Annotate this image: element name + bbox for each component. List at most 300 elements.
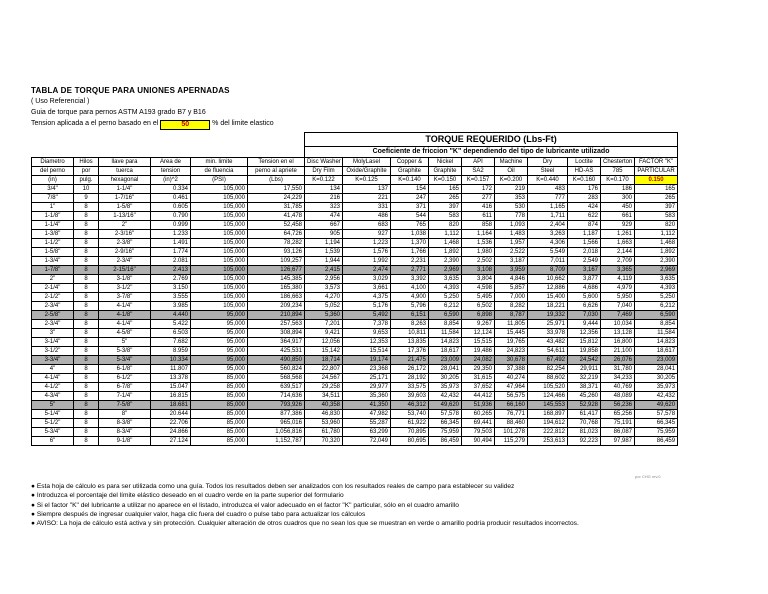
table-cell: 97,987 [601,437,635,446]
table-cell: 80,695 [391,437,429,446]
table-cell: 3.150 [151,284,191,293]
table-cell: 10.334 [151,356,191,365]
table-cell: 186 [601,185,635,194]
table-cell: 1,038 [391,230,429,239]
table-cell: 15,142 [305,347,343,356]
table-cell: 4,393 [635,284,678,293]
note-item [31,491,579,500]
table-cell: 4,598 [462,284,495,293]
table-cell: 8.959 [151,347,191,356]
column-header-cell: PARTICULAR [635,167,678,176]
table-cell: 778 [495,212,528,221]
table-cell: 30,678 [495,356,528,365]
table-cell: 2,415 [305,266,343,275]
table-cell: 568,568 [248,374,305,383]
table-cell: 5-1/4" [32,410,74,419]
table-cell: 1,112 [635,230,678,239]
table-cell: 37,652 [462,383,495,392]
table-row [32,338,678,347]
table-cell: 12,353 [343,338,391,347]
table-cell: 126,677 [248,266,305,275]
table-row [32,194,678,203]
table-cell: 105,000 [191,275,248,284]
table-cell: 8 [74,293,99,302]
table-cell: 793,926 [248,401,305,410]
table-row [32,257,678,266]
table-cell: 85,000 [191,383,248,392]
table-cell: 877,386 [248,410,305,419]
table-cell: 4" [32,365,74,374]
table-cell: 583 [635,212,678,221]
table-cell: 22,807 [305,365,343,374]
table-cell: 0.999 [151,221,191,230]
table-cell: 820 [635,221,678,230]
table-row [32,185,678,194]
table-cell: 41,350 [343,401,391,410]
column-header-cell: de fluencia [191,167,248,176]
table-cell: 12,886 [528,284,568,293]
table-cell: 2-9/16" [99,248,151,257]
table-cell: 35,360 [343,392,391,401]
table-cell: 1-5/8" [32,248,74,257]
table-cell: 1-13/16" [99,212,151,221]
table-cell: 61,780 [305,428,343,437]
table-cell: 6,212 [635,302,678,311]
table-cell: 75,959 [635,428,678,437]
table-cell: 1,261 [601,230,635,239]
column-header-row [32,176,678,185]
table-cell: 3,167 [568,266,601,275]
table-cell: 1.774 [151,248,191,257]
table-cell: 168,897 [528,410,568,419]
table-row [32,302,678,311]
table-cell: 7,378 [343,320,391,329]
table-cell: 3/4" [32,185,74,194]
table-cell: 66,345 [635,419,678,428]
table-cell: 70,768 [568,419,601,428]
table-cell: 4,900 [391,293,429,302]
table-cell: 24,823 [495,347,528,356]
table-cell: 24,542 [568,356,601,365]
table-cell: 54,611 [528,347,568,356]
bullet-icon: ● [31,501,37,509]
table-cell: 18,221 [528,302,568,311]
table-cell: 52,928 [568,401,601,410]
table-cell: 19,765 [495,338,528,347]
table-cell: 2-5/8" [32,311,74,320]
table-cell: 1,957 [495,239,528,248]
column-header-cell: Tension en el [248,158,305,167]
table-cell: 57,578 [635,410,678,419]
table-cell: 1,663 [601,239,635,248]
table-cell: 331 [343,203,391,212]
table-cell: 6,590 [635,311,678,320]
table-cell: 34,233 [601,374,635,383]
column-header-cell: tuerca [99,167,151,176]
column-header-cell: Copper & [391,158,429,167]
table-cell: 23,009 [429,356,462,365]
table-cell: 3,187 [495,257,528,266]
table-cell: 2,144 [601,248,635,257]
note-text: Siempre después de ingresar cualquier valor, haga clic fuera del cuadro o pulse tabo para actualizar los cálculos [36,510,366,518]
table-cell: 0.334 [151,185,191,194]
table-cell: 8 [74,248,99,257]
table-cell: 210,894 [248,311,305,320]
table-cell: 6-7/8" [99,383,151,392]
table-cell: 2-15/16" [99,266,151,275]
column-header-cell: Steel [528,167,568,176]
table-cell: 4.440 [151,311,191,320]
table-cell: 9 [74,194,99,203]
table-cell: 18.681 [151,401,191,410]
table-cell: 11,805 [495,320,528,329]
table-cell: 1-1/2" [32,239,74,248]
table-cell: 2" [32,275,74,284]
table-cell: 1-3/8" [32,230,74,239]
column-header-cell: (PSI) [191,176,248,185]
table-cell: 4,979 [601,284,635,293]
table-cell: 1" [32,203,74,212]
table-cell: 765 [391,221,429,230]
bullet-icon: ● [31,483,37,490]
table-cell: 69,441 [462,419,495,428]
table-cell: 30,205 [429,374,462,383]
table-cell: 40,769 [601,383,635,392]
factor-k-particular-input[interactable]: 0.150 [635,176,678,185]
table-cell: 2,522 [495,248,528,257]
table-cell: 49,620 [635,401,678,410]
table-cell: 86,459 [429,437,462,446]
table-cell: 186,663 [248,293,305,302]
table-cell: 2,404 [528,221,568,230]
table-cell: 8 [74,356,99,365]
table-cell: 6,590 [429,311,462,320]
table-cell: 8 [74,257,99,266]
column-header-cell: 785 [601,167,635,176]
table-cell: 26,076 [601,356,635,365]
table-cell: 15,445 [495,329,528,338]
column-header-cell: Disc Washer [305,158,343,167]
table-cell: 5" [32,401,74,410]
table-row [32,320,678,329]
table-cell: 9-1/8" [99,437,151,446]
table-cell: 5,950 [601,293,635,302]
table-cell: 2,549 [568,257,601,266]
table-cell: 8,787 [495,311,528,320]
table-cell: 39,603 [391,392,429,401]
table-cell: 86,087 [601,428,635,437]
note-text: Esta hoja de cálculo es para ser utilizada como una guía. Todos los resultados deben ser analizados con los resultados reales de campo para establecer su validez [36,483,515,490]
table-cell: 8 [74,230,99,239]
table-cell: 8 [74,338,99,347]
table-cell: 64,726 [248,230,305,239]
column-header-cell: del perno [32,167,74,176]
column-header-cell: Graphite [429,167,462,176]
table-cell: 1,892 [635,248,678,257]
column-header-cell: (Lbs) [248,176,305,185]
table-cell: 35,973 [429,383,462,392]
table-cell: 18,714 [305,356,343,365]
table-cell: 5,549 [528,248,568,257]
table-cell: 583 [429,212,462,221]
table-cell: 6.503 [151,329,191,338]
table-cell: 49,620 [429,401,462,410]
table-cell: 425,531 [248,347,305,356]
table-cell: 105,520 [528,383,568,392]
table-cell: 1-7/16" [99,194,151,203]
table-cell: 8,854 [429,320,462,329]
table-cell: 90,494 [462,437,495,446]
column-header-cell: llave para [99,158,151,167]
table-cell: 4-1/4" [32,374,74,383]
table-cell: 72,049 [343,437,391,446]
table-cell: 137 [343,185,391,194]
table-cell: 929 [601,221,635,230]
table-cell: 3,108 [462,266,495,275]
table-cell: 2,969 [429,266,462,275]
table-cell: 4,846 [495,275,528,284]
bullet-icon: ● [31,520,37,528]
table-cell: 8 [74,401,99,410]
table-cell: 5.422 [151,320,191,329]
table-cell: 530 [495,203,528,212]
table-cell: 7,040 [601,302,635,311]
column-header-cell: hexagonal [99,176,151,185]
table-cell: 55,287 [343,419,391,428]
table-cell: 353 [495,194,528,203]
table-cell: 12,056 [305,338,343,347]
table-cell: 2,231 [391,257,429,266]
table-row [32,392,678,401]
table-cell: 105,000 [191,266,248,275]
table-cell: 65,256 [601,410,635,419]
table-cell: 8 [74,311,99,320]
table-cell: 31,785 [248,203,305,212]
table-cell: 76,771 [495,410,528,419]
table-cell: 5,176 [343,302,391,311]
table-cell: 30,205 [635,374,678,383]
page-subtitle: ( Uso Referencial ) [31,98,90,105]
table-cell: 105,000 [191,212,248,221]
column-header-cell: Hilos [74,158,99,167]
table-cell: 23,009 [635,356,678,365]
table-cell: 5,495 [462,293,495,302]
table-cell: 15,400 [528,293,568,302]
tension-prefix: Tension aplicada a el perno basado en el [31,120,159,127]
table-cell: 25,971 [528,320,568,329]
table-cell: 165,380 [248,284,305,293]
table-cell: 247 [391,194,429,203]
table-row [32,437,678,446]
table-row [32,347,678,356]
table-cell: 75,191 [601,419,635,428]
column-header-cell: Machine [495,158,528,167]
table-cell: 544 [391,212,429,221]
table-cell: 41,478 [248,212,305,221]
table-cell: 3,573 [305,284,343,293]
table-cell: 56,236 [601,401,635,410]
note-item [31,510,579,519]
table-cell: 105,000 [191,302,248,311]
table-cell: 5,052 [305,302,343,311]
table-cell: 3-1/2" [32,347,74,356]
table-cell: 8 [74,419,99,428]
table-cell: 4-1/4" [99,302,151,311]
column-header-cell: K=0.150 [429,176,462,185]
table-cell: 124,466 [528,392,568,401]
table-cell: 1-7/8" [32,266,74,275]
table-cell: 24,567 [305,374,343,383]
table-cell: 965,016 [248,419,305,428]
table-row [32,293,678,302]
table-cell: 8 [74,239,99,248]
table-cell: 4,100 [391,284,429,293]
table-cell: 70,895 [391,428,429,437]
table-cell: 611 [462,212,495,221]
table-row [32,311,678,320]
column-header-cell: K=0.125 [343,176,391,185]
table-cell: 3-1/2" [99,284,151,293]
table-cell: 57,578 [429,410,462,419]
table-cell: 105,000 [191,185,248,194]
table-cell: 19,486 [462,347,495,356]
table-cell: 216 [305,194,343,203]
table-cell: 1,093 [495,221,528,230]
table-cell: 8 [74,302,99,311]
table-cell: 4-5/8" [99,329,151,338]
table-cell: 277 [462,194,495,203]
table-cell: 265 [429,194,462,203]
table-cell: 265 [635,194,678,203]
table-cell: 32,219 [568,374,601,383]
tension-percent-input[interactable]: 50 [160,120,210,130]
table-row [32,329,678,338]
table-cell: 1,152,787 [248,437,305,446]
table-cell: 8,854 [635,320,678,329]
table-cell: 10,662 [528,275,568,284]
table-cell: 53,740 [391,410,429,419]
table-cell: 4,393 [429,284,462,293]
table-cell: 3,635 [635,275,678,284]
table-cell: 105,000 [191,230,248,239]
table-cell: 5,360 [305,311,343,320]
table-cell: 17,550 [248,185,305,194]
table-cell: 2,474 [343,266,391,275]
table-cell: 101,278 [495,428,528,437]
table-cell: 1,194 [305,239,343,248]
table-cell: 2-3/4" [32,320,74,329]
table-cell: 47,964 [495,383,528,392]
table-cell: 35,973 [635,383,678,392]
table-cell: 1,112 [429,230,462,239]
table-cell: 15,514 [343,347,391,356]
table-cell: 8 [74,428,99,437]
table-cell: 78,282 [248,239,305,248]
table-cell: 9,444 [568,320,601,329]
table-cell: 1,539 [305,248,343,257]
table-cell: 4,119 [601,275,635,284]
table-cell: 371 [391,203,429,212]
table-cell: 13.378 [151,374,191,383]
table-cell: 7.682 [151,338,191,347]
table-cell: 46,312 [391,401,429,410]
table-cell: 33,978 [528,329,568,338]
column-header-cell: Diametro [32,158,74,167]
table-cell: 3,029 [343,275,391,284]
table-cell: 40,358 [305,401,343,410]
table-cell: 209,234 [248,302,305,311]
column-header-cell: K=0.160 [568,176,601,185]
table-cell: 2.413 [151,266,191,275]
table-cell: 19,174 [343,356,391,365]
table-cell: 323 [305,203,343,212]
column-header-cell: Loctite [568,158,601,167]
table-cell: 6-1/8" [99,365,151,374]
table-cell: 2,502 [462,257,495,266]
table-cell: 1,165 [528,203,568,212]
table-row [32,203,678,212]
table-cell: 28,041 [635,365,678,374]
table-row [32,428,678,437]
table-cell: 31,615 [462,374,495,383]
table-cell: 56,575 [495,392,528,401]
table-cell: 95,000 [191,320,248,329]
table-cell: 165 [635,185,678,194]
column-header-cell: FACTOR "K" [635,158,678,167]
table-cell: 397 [429,203,462,212]
table-cell: 1,483 [495,230,528,239]
table-cell: 8 [74,212,99,221]
table-cell: 3,365 [601,266,635,275]
tension-line [31,120,274,130]
table-cell: 29,977 [343,383,391,392]
torque-required-header: TORQUE REQUERIDO (Lbs-Ft) [305,133,678,147]
table-cell: 85,000 [191,401,248,410]
table-cell: 15,515 [462,338,495,347]
table-cell: 5,492 [343,311,391,320]
table-cell: 48,089 [601,392,635,401]
table-cell: 1-5/8" [99,203,151,212]
table-cell: 52,458 [248,221,305,230]
table-cell: 714,636 [248,392,305,401]
table-cell: 6,212 [429,302,462,311]
table-cell: 28,192 [391,374,429,383]
table-cell: 145,553 [528,401,568,410]
table-cell: 6-1/2" [99,374,151,383]
table-cell: 6,151 [391,311,429,320]
table-cell: 105,000 [191,284,248,293]
table-cell: 6" [32,437,74,446]
table-cell: 31,780 [601,365,635,374]
column-header-cell: MolyLasel [343,158,391,167]
table-cell: 85,000 [191,437,248,446]
table-cell: 22.706 [151,419,191,428]
table-cell: 1,766 [391,248,429,257]
column-header-cell: pulg. [74,176,99,185]
column-header-cell: Oil [495,167,528,176]
table-cell: 15,812 [568,338,601,347]
table-row [32,239,678,248]
column-header-cell: K=0.157 [462,176,495,185]
table-cell: 300 [601,194,635,203]
table-cell: 21,100 [601,347,635,356]
table-cell: 3,635 [429,275,462,284]
table-cell: 66,345 [429,419,462,428]
table-cell: 8 [74,221,99,230]
table-cell: 29,258 [305,383,343,392]
table-cell: 2,771 [391,266,429,275]
table-cell: 820 [429,221,462,230]
